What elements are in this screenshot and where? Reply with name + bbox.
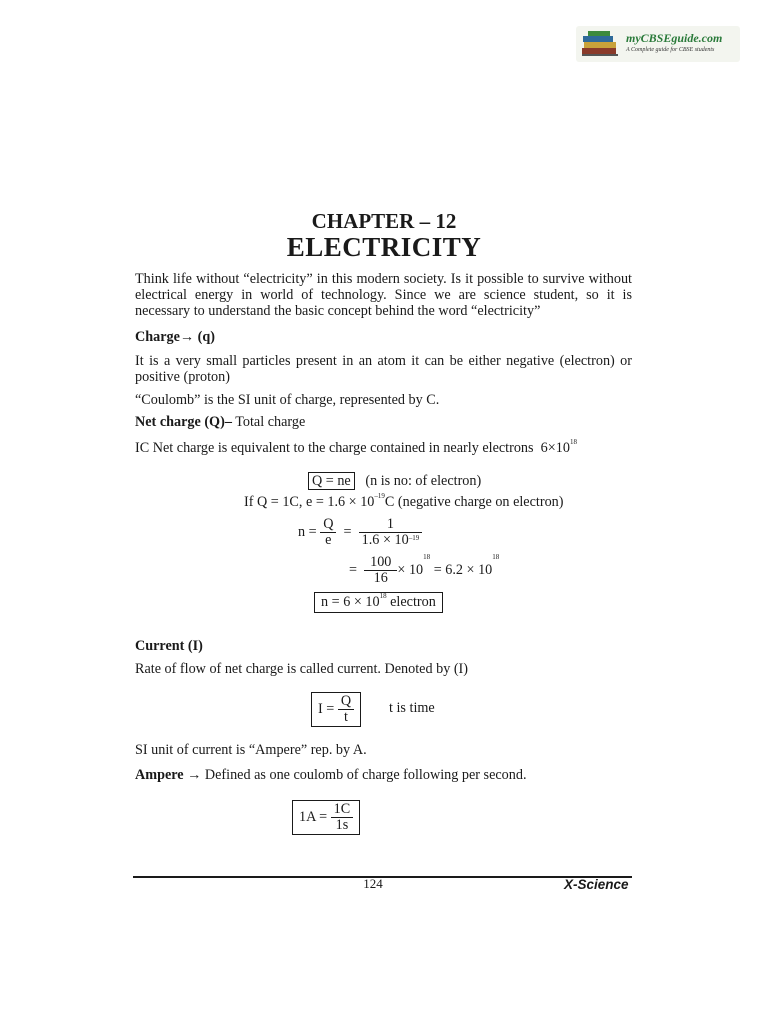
formula-lhs: 1A = [299, 809, 328, 825]
equals-sign: = [349, 562, 358, 578]
denominator-exponent: –19 [408, 534, 420, 542]
numerator: 1 [359, 517, 423, 533]
net-charge-exponent: 18 [569, 438, 577, 446]
arrow-icon: → [179, 329, 195, 345]
net-charge-value: 6×10 [540, 440, 570, 456]
charge-description: It is a very small particles present in an atom it can be either negative (electron) or positive (proton) [135, 353, 632, 385]
formula-text: C (negative charge on electron) [384, 494, 564, 510]
net-charge-text: IC Net charge is equivalent to the charge contained in nearly electrons [135, 440, 534, 456]
net-charge-label: Net charge (Q)– [135, 414, 232, 430]
numerator: 1C [331, 802, 354, 818]
equals-sign: = [343, 524, 352, 540]
formula-text: = 6.2 × 10 [433, 562, 493, 578]
denominator: t [343, 709, 348, 725]
formula-text: electron [386, 594, 436, 610]
ampere-line [135, 767, 527, 784]
formula-multiplier [397, 553, 500, 578]
charge-heading [135, 329, 215, 346]
formula-n-value [349, 555, 499, 586]
fraction [364, 555, 397, 586]
current-heading [135, 638, 203, 655]
fraction [359, 517, 423, 548]
fraction [320, 517, 336, 548]
intro-paragraph: Think life without “electricity” in this modern society. Is it possible to survive without electrical energy in world of technology. Since we are science student, so it is necessary to understand the basic concept behind the word “electricity” [135, 271, 632, 319]
fraction [331, 802, 354, 833]
formula-lhs: n = [298, 524, 317, 540]
formula-exponent: 18 [492, 553, 500, 562]
charge-label: Charge [135, 329, 180, 345]
logo-tagline: A Complete guide for CBSE students [626, 47, 715, 53]
net-charge-line [135, 440, 577, 457]
charge-si-unit: “Coulomb” is the SI unit of charge, represented by C. [135, 392, 440, 408]
current-si-unit: SI unit of current is “Ampere” rep. by A. [135, 742, 367, 758]
net-charge-heading [135, 414, 305, 431]
denominator: 1s [335, 817, 349, 833]
formula-note: (n is no: of electron) [365, 473, 482, 489]
site-logo [576, 26, 740, 62]
formula-electron-charge [244, 494, 563, 511]
formula-exponent: 18 [423, 553, 431, 562]
logo-brand: myCBSEguide.com [626, 31, 723, 45]
books-icon [580, 30, 622, 58]
arrow-icon: → [187, 767, 202, 783]
formula-exponent: 18 [379, 592, 387, 600]
formula-lhs: I = [318, 701, 335, 717]
footer-subject: X-Science [564, 877, 629, 892]
numerator: Q [338, 694, 354, 710]
charge-symbol: (q) [197, 329, 215, 345]
denominator: e [325, 532, 332, 548]
current-label: Current (I) [135, 638, 203, 654]
time-note: t is time [389, 700, 435, 716]
formula-result-box [314, 592, 443, 613]
formula-text: If Q = 1C, e = 1.6 × 10 [244, 494, 375, 510]
formula-q-ne [308, 473, 481, 490]
denominator-text: 1.6 × 10 [361, 532, 409, 548]
numerator: 100 [364, 555, 397, 571]
formula-n-equals [298, 517, 422, 548]
formula-text: × 10 [397, 562, 424, 578]
ampere-label: Ampere [135, 767, 184, 783]
denominator: 16 [373, 570, 388, 586]
ampere-desc: Defined as one coulomb of charge following per second. [201, 767, 527, 783]
net-charge-desc: Total charge [235, 414, 306, 430]
formula-exponent: –19 [374, 492, 385, 500]
fraction [338, 694, 354, 725]
boxed-formula: Q = ne [308, 472, 355, 490]
chapter-title: ELECTRICITY [286, 232, 482, 262]
ampere-formula-box [292, 800, 360, 835]
current-formula-box [311, 692, 361, 727]
formula-text: n = 6 × 10 [321, 594, 380, 610]
numerator: Q [320, 517, 336, 533]
page-number: 124 [363, 876, 383, 891]
denominator [359, 533, 423, 548]
current-description: Rate of flow of net charge is called current. Denoted by (I) [135, 661, 469, 677]
chapter-number: CHAPTER – 12 [311, 209, 457, 233]
